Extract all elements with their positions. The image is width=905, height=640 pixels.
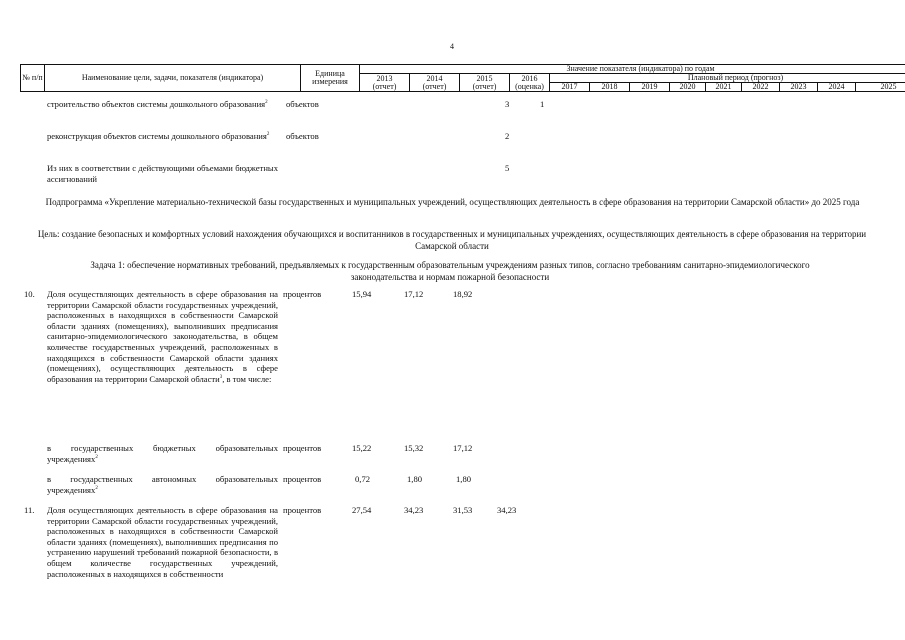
header-year-2015: 2015 (отчет)	[460, 74, 510, 92]
row-reconstruction-2016: 2	[505, 131, 510, 141]
header-year-2025: 2025	[856, 83, 905, 92]
row-construction-2016: 3	[505, 99, 510, 109]
indicator-10-budget-2015: 17,12	[453, 443, 473, 453]
header-year-2016: 2016 (оценка)	[510, 74, 550, 92]
indicator-10-name: Доля осуществляющих деятельность в сфере образования на территории Самарской области государственных учреждений, расположенных в находящихся в собственности Самарской области зданиях (помещениях), выполнивших предписания санитарно-эпидемиологического законодательства, в общем количестве государственных учреждений, расположенных в находящихся в собственности Самарской области зданиях (помещениях), осуществляющих деятельность в сфере образования на территории Самарской области$^3$, в том числе:	[47, 289, 278, 384]
task-text: Задача 1: обеспечение нормативных требований, предъявляемых к государственным образовательным учреждениям разных типов, согласно требованиям санитарно-эпидемиологического законодательства и нормам пожарной безопасности	[90, 260, 810, 282]
indicator-10-2015: 18,92	[453, 289, 473, 299]
indicator-table-header	[20, 64, 905, 92]
indicator-10-unit: процентов	[283, 289, 322, 299]
header-year-2022: 2022	[742, 83, 780, 92]
header-year-2023: 2023	[780, 83, 818, 92]
indicator-11-2013: 27,54	[352, 505, 372, 515]
header-year-2019: 2019	[630, 83, 670, 92]
row-construction-name: строительство объектов системы дошкольного образования$^2$	[47, 99, 268, 109]
indicator-10-autonomous-name: в государственных автономных образовательных учреждениях$^2$	[47, 474, 278, 495]
header-year-2014: 2014 (отчет)	[410, 74, 460, 92]
page-number: 4	[450, 42, 454, 51]
indicator-10-budget-2013: 15,22	[352, 443, 372, 453]
indicator-11-2016: 34,23	[497, 505, 517, 515]
indicator-10-2013: 15,94	[352, 289, 372, 299]
indicator-10-autonomous-2014: 1,80	[407, 474, 423, 484]
header-col-name: Наименование цели, задачи, показателя (индикатора)	[45, 65, 301, 92]
indicator-10-autonomous-unit: процентов	[283, 474, 322, 484]
row-reconstruction-unit: объектов	[286, 131, 319, 141]
header-col-number: № п/п	[21, 65, 45, 92]
row-budget-2016: 5	[505, 163, 510, 173]
indicator-10-budget-2014: 15,32	[404, 443, 424, 453]
indicator-10-budget-name: в государственных бюджетных образовательных учреждениях$^2$	[47, 443, 278, 464]
header-year-2020: 2020	[670, 83, 706, 92]
indicator-11-2015: 31,53	[453, 505, 473, 515]
indicator-11-name: Доля осуществляющих деятельность в сфере образования на территории Самарской области государственных учреждений, расположенных в находящихся в собственности Самарской области зданиях (помещениях), выполнивших предписания по устранению нарушений требований пожарной безопасности, в общем количестве государственных учреждений, расположенных в находящихся в собственности	[47, 505, 278, 579]
header-year-2017: 2017	[550, 83, 590, 92]
row-construction-unit: объектов	[286, 99, 319, 109]
indicator-10-autonomous-2015: 1,80	[456, 474, 472, 484]
row-construction-2017: 1	[540, 99, 545, 109]
header-values-title: Значение показателя (индикатора) по годам	[360, 65, 905, 74]
indicator-10-2014: 17,12	[404, 289, 424, 299]
indicator-10-budget-unit: процентов	[283, 443, 322, 453]
row-reconstruction-name: реконструкция объектов системы дошкольного образования$^2$	[47, 131, 270, 141]
header-year-2021: 2021	[706, 83, 742, 92]
indicator-10-autonomous-2013: 0,72	[355, 474, 371, 484]
goal-text: Цель: создание безопасных и комфортных условий нахождения обучающихся и воспитанников в государственных и муниципальных учреждениях, осуществляющих деятельность в сфере образования на территории Самарской области	[37, 229, 867, 251]
header-year-2024: 2024	[818, 83, 856, 92]
indicator-11-2014: 34,23	[404, 505, 424, 515]
header-planned-title: Плановый период (прогноз)	[550, 74, 905, 83]
indicator-11-unit: процентов	[283, 505, 322, 515]
row-budget-name: Из них в соответствии с действующими объемами бюджетных ассигнований	[47, 163, 278, 184]
subprogram-title: Подпрограмма «Укрепление материально-технической базы государственных и муниципальных учреждений, осуществляющих деятельность в сфере образования на территории Самарской области» до 2025 года	[45, 197, 860, 207]
header-year-2013: 2013 (отчет)	[360, 74, 410, 92]
header-col-unit: Единица измерения	[301, 65, 360, 92]
indicator-10-number: 10.	[24, 289, 35, 299]
header-year-2018: 2018	[590, 83, 630, 92]
indicator-11-number: 11.	[24, 505, 35, 515]
